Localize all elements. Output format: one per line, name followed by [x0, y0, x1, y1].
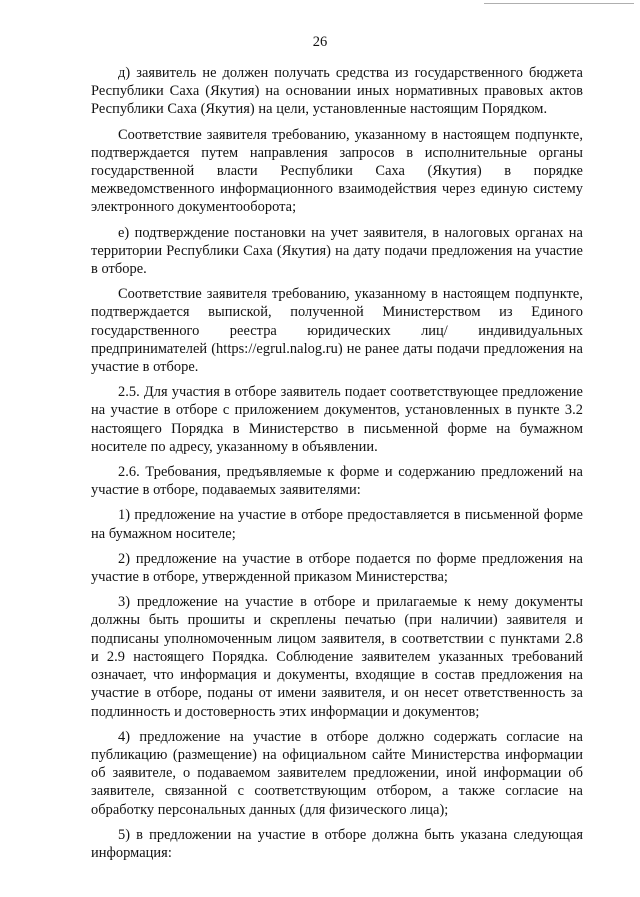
paragraph-e-tax-registration: е) подтверждение постановки на учет заявителя, в налоговых органах на территории Республики Саха (Якутия) на дату подачи предложения на участие в отборе. [91, 224, 583, 278]
top-edge-line [484, 3, 634, 4]
paragraph-d-confirmation: Соответствие заявителя требованию, указанному в настоящем подпункте, подтверждается путем направления запросов в исполнительные органы государственной власти Республики Саха (Якутия) в порядке межведомственного информационного взаимодействия через единую систему электронного документооборота; [91, 126, 583, 216]
paragraph-e-confirmation: Соответствие заявителя требованию, указанному в настоящем подпункте, подтверждается выпиской, полученной Министерством из Единого государственного реестра юридических лиц/ индивидуальных предпринимателей (https://egrul.nalog.ru) не ранее даты подачи предложения на участие в отборе. [91, 286, 583, 376]
list-item-2: 2) предложение на участие в отборе подается по форме предложения на участие в отборе, утвержденной приказом Министерства; [91, 550, 583, 586]
paragraph-2-5: 2.5. Для участия в отборе заявитель подает соответствующее предложение на участие в отборе с приложением документов, установленных в пункте 3.2 настоящего Порядка в Министерство в письменной форме на бумажном носителе по адресу, указанному в объявлении. [91, 384, 583, 455]
paragraph-d-budget: д) заявитель не должен получать средства из государственного бюджета Республики Саха (Якутия) на основании иных нормативных правовых актов Республики Саха (Якутия) на цели, установленные настоящим Порядком. [91, 65, 583, 118]
page-number: 26 [312, 34, 328, 50]
list-item-1: 1) предложение на участие в отборе предоставляется в письменной форме на бумажном носителе; [91, 507, 583, 542]
document-body [91, 64, 583, 869]
paragraph-2-6: 2.6. Требования, предъявляемые к форме и содержанию предложений на участие в отборе, подаваемых заявителями: [91, 464, 583, 499]
list-item-4: 4) предложение на участие в отборе должно содержать согласие на публикацию (размещение) на официальном сайте Министерства информации об заявителе, о подаваемом заявителем предложении, иной информации об заявителе, связанной с соответствующим отбором, а также согласие на обработку персональных данных (для физического лица); [91, 728, 583, 818]
list-item-5: 5) в предложении на участие в отборе должна быть указана следующая информация: [91, 826, 583, 861]
list-item-3: 3) предложение на участие в отборе и прилагаемые к нему документы должны быть прошиты и скреплены печатью (при наличии) заявителя и подписаны уполномоченным лицом заявителя, в соответствии с пунктами 2.8 и 2.9 настоящего Порядка. Соблюдение заявителем указанных требований означает, что информация и документы, входящие в состав предложения на участие в отборе, поданы от имени заявителя, и он несет ответственность за подлинность и достоверность этих информации и документов; [91, 594, 583, 720]
